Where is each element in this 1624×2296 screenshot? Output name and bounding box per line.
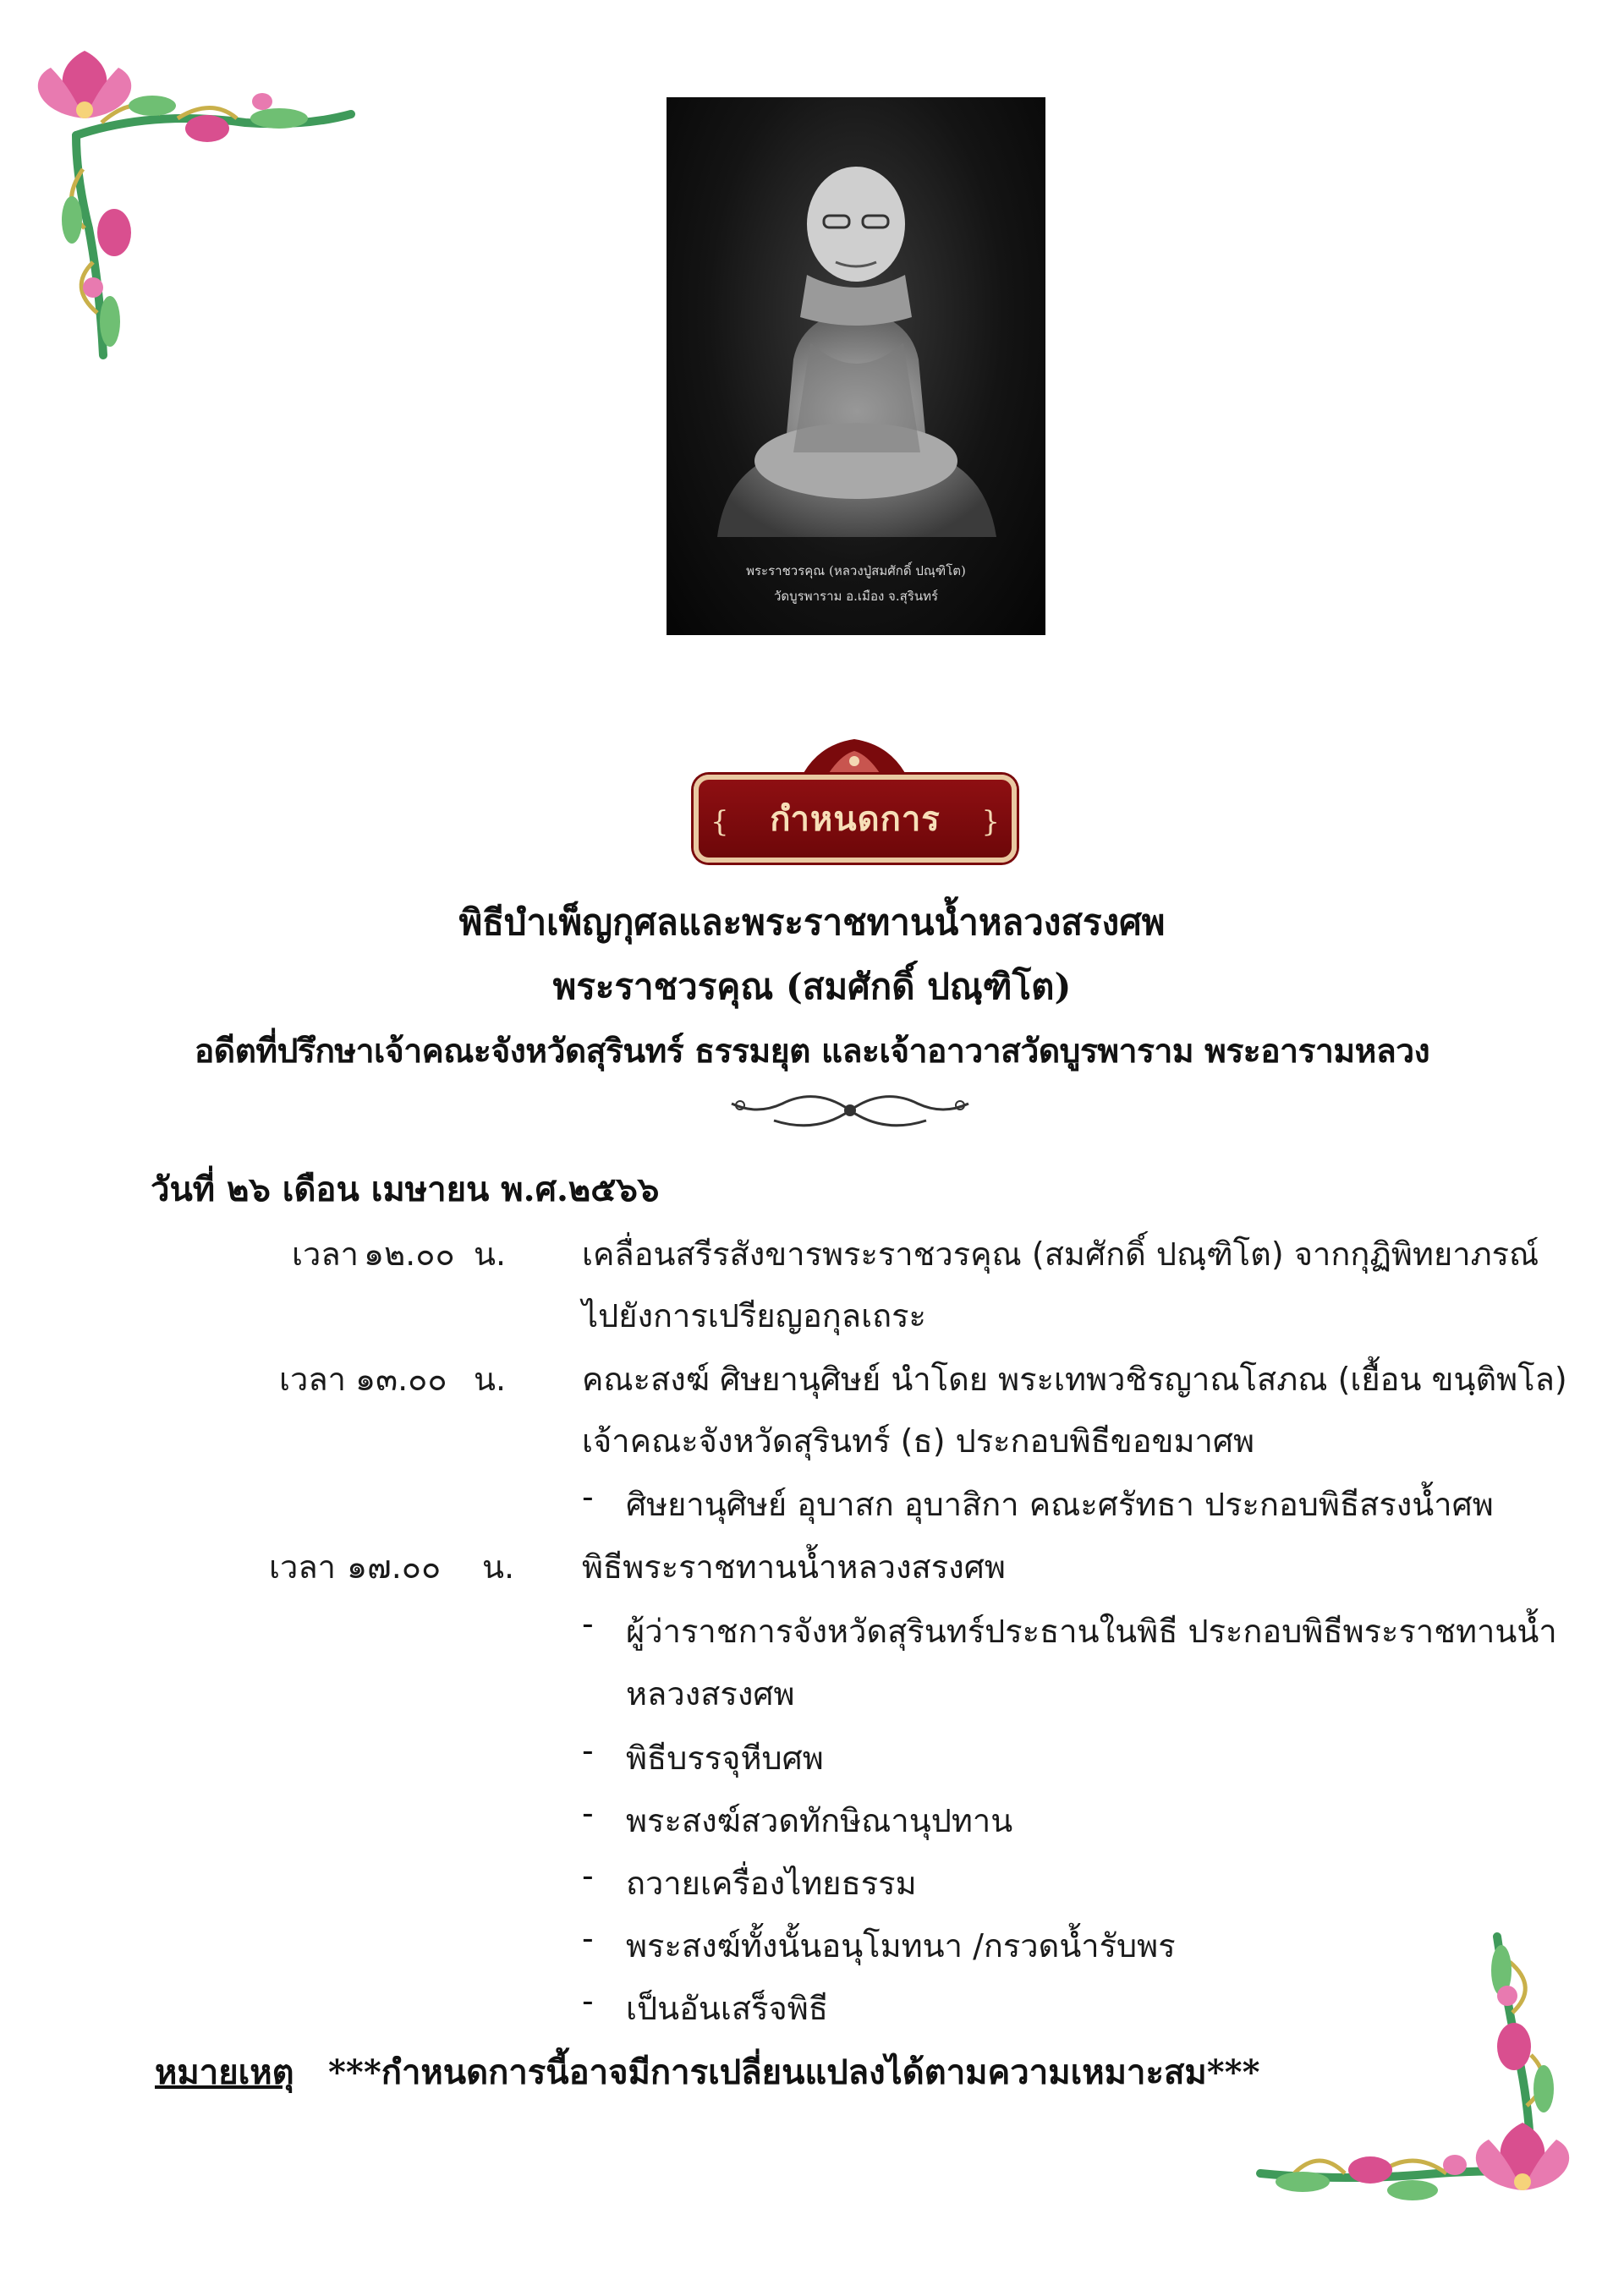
- lotus-corner-top-left-icon: [25, 34, 364, 389]
- schedule-line: ไปยังการเปรียญอกุลเถระ: [582, 1297, 926, 1334]
- heading-title: อดีตที่ปรึกษาเจ้าคณะจังหวัดสุรินทร์ ธรรมยุต และเจ้าอาวาสวัดบูรพาราม พระอารามหลวง: [194, 1032, 1430, 1071]
- schedule-bullet-continued: หลวงสรงศพ: [626, 1675, 795, 1712]
- time-value: ๑๒.๐๐: [364, 1236, 455, 1273]
- schedule-line: พิธีพระราชทานน้ำหลวงสรงศพ: [582, 1548, 1006, 1586]
- schedule-line: เจ้าคณะจังหวัดสุรินทร์ (ธ) ประกอบพิธีขอขมาศพ: [582, 1422, 1255, 1460]
- bullet-dash: -: [582, 1605, 594, 1642]
- bullet-dash: -: [582, 1857, 594, 1894]
- time-word: เวลา: [279, 1361, 346, 1398]
- scroll-left-icon: {: [710, 805, 729, 839]
- lotus-corner-bottom-right-icon: [1243, 1920, 1599, 2258]
- schedule-bullet: ถวายเครื่องไทยธรรม: [626, 1865, 917, 1902]
- note-text: ***กำหนดการนี้อาจมีการเปลี่ยนแปลงได้ตามความเหมาะสม***: [328, 2052, 1260, 2092]
- note-label: หมายเหตุ: [155, 2052, 294, 2092]
- schedule-line: คณะสงฆ์ ศิษยานุศิษย์ นำโดย พระเทพวชิรญาณโสภณ (เยื้อน ขนฺติพโล): [582, 1361, 1567, 1398]
- bullet-dash: -: [582, 1732, 594, 1769]
- schedule-bullet: เป็นอันเสร็จพิธี: [626, 1990, 828, 2027]
- portrait-caption-temple: วัดบูรพาราม อ.เมือง จ.สุรินทร์: [773, 589, 939, 604]
- banner-title: กำหนดการ: [770, 799, 941, 839]
- heading-ceremony: พิธีบำเพ็ญกุศลและพระราชทานน้ำหลวงสรงศพ: [458, 901, 1166, 943]
- portrait-caption-name: พระราชวรคุณ (หลวงปู่สมศักดิ์ ปณฺฑิโต): [746, 563, 966, 578]
- bullet-dash: -: [582, 1920, 594, 1957]
- schedule-line: เคลื่อนสรีรสังขารพระราชวรคุณ (สมศักดิ์ ปณฺฑิโต) จากกุฏิพิทยาภรณ์: [582, 1236, 1539, 1273]
- heading-monk-name: พระราชวรคุณ (สมศักดิ์ ปณฺฑิโต): [552, 966, 1072, 1007]
- monk-portrait: [667, 97, 1045, 635]
- schedule-bullet: ผู้ว่าราชการจังหวัดสุรินทร์ประธานในพิธี ประกอบพิธีพระราชทานน้ำ: [626, 1613, 1557, 1650]
- time-word: เวลา: [269, 1548, 336, 1586]
- schedule-bullet: พิธีบรรจุหีบศพ: [626, 1740, 824, 1777]
- time-unit: น.: [482, 1548, 515, 1586]
- schedule-bullet: ศิษยานุศิษย์ อุบาสก อุบาสิกา คณะศรัทธา ประกอบพิธีสรงน้ำศพ: [626, 1486, 1494, 1523]
- time-value: ๑๓.๐๐: [355, 1361, 447, 1398]
- schedule-bullet: พระสงฆ์สวดทักษิณานุปทาน: [626, 1802, 1013, 1839]
- scroll-right-icon: }: [981, 805, 1000, 839]
- crest-ornament-icon: [795, 736, 914, 775]
- time-word: เวลา: [292, 1236, 359, 1273]
- schedule-bullet: พระสงฆ์ทั้งนั้นอนุโมทนา /กรวดน้ำรับพร: [626, 1927, 1176, 1964]
- time-unit: น.: [474, 1361, 507, 1398]
- bullet-dash: -: [582, 1478, 594, 1515]
- flourish-divider-icon: [723, 1087, 977, 1134]
- bullet-dash: -: [582, 1795, 594, 1832]
- schedule-banner: [694, 775, 1017, 863]
- monk-silhouette-icon: [667, 97, 1045, 635]
- time-unit: น.: [474, 1236, 507, 1273]
- bullet-dash: -: [582, 1982, 594, 2019]
- time-value: ๑๗.๐๐: [347, 1548, 442, 1586]
- date-line: วันที่ ๒๖ เดือน เมษายน พ.ศ.๒๕๖๖: [151, 1170, 660, 1209]
